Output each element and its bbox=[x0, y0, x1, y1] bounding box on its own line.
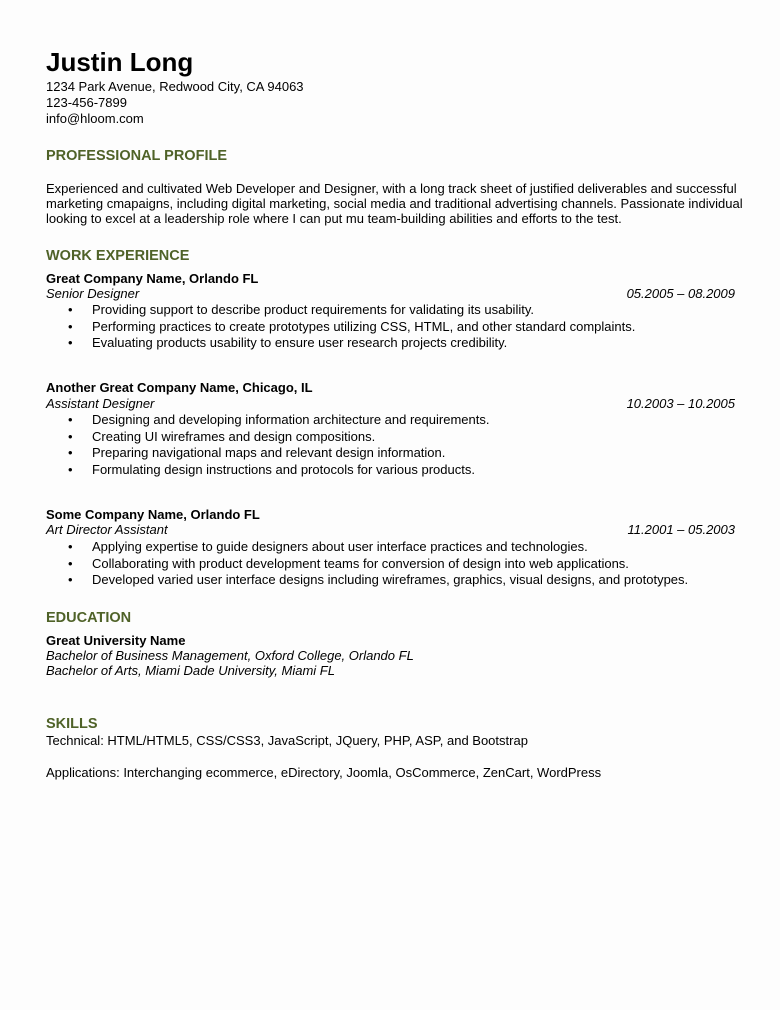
job-position: Senior Designer bbox=[46, 286, 140, 301]
list-item: • Developed varied user interface designs including wireframes, graphics, visual designs, and prototypes. bbox=[46, 572, 688, 589]
section-title-education: EDUCATION bbox=[46, 610, 132, 626]
list-item: • Performing practices to create prototypes utilizing CSS, HTML, and other standard complaints. bbox=[46, 319, 635, 336]
list-item: • Creating UI wireframes and design compositions. bbox=[46, 429, 489, 446]
list-item: • Collaborating with product development teams for conversion of design into web applications. bbox=[46, 556, 688, 573]
list-item: • Designing and developing information architecture and requirements. bbox=[46, 412, 489, 429]
job-dates: 05.2005 – 08.2009 bbox=[626, 286, 735, 301]
job-position: Assistant Designer bbox=[46, 396, 155, 411]
job-dates: 11.2001 – 05.2003 bbox=[627, 522, 735, 537]
skills-applications: Applications: Interchanging ecommerce, eDirectory, Joomla, OsCommerce, ZenCart, WordPress bbox=[46, 765, 602, 780]
job-company: Another Great Company Name, Chicago, IL bbox=[46, 380, 313, 395]
list-item: • Applying expertise to guide designers about user interface practices and technologies. bbox=[46, 539, 688, 556]
job-company: Some Company Name, Orlando FL bbox=[46, 507, 260, 522]
candidate-name: Justin Long bbox=[46, 47, 194, 77]
section-title-skills: SKILLS bbox=[46, 716, 98, 732]
phone: 123-456-7899 bbox=[46, 95, 127, 110]
job-position: Art Director Assistant bbox=[46, 522, 168, 537]
job-company: Great Company Name, Orlando FL bbox=[46, 271, 259, 286]
skills-technical: Technical: HTML/HTML5, CSS/CSS3, JavaScript, JQuery, PHP, ASP, and Bootstrap bbox=[46, 733, 528, 748]
address: 1234 Park Avenue, Redwood City, CA 94063 bbox=[46, 79, 304, 94]
job-bullets bbox=[46, 412, 489, 479]
profile-line: marketing cmapaigns, including digital marketing, social media and traditional advertising channels. Passionate individual bbox=[46, 196, 743, 211]
job-dates: 10.2003 – 10.2005 bbox=[626, 396, 735, 411]
job-bullets bbox=[46, 539, 688, 589]
degree: Bachelor of Arts, Miami Dade University, Miami FL bbox=[46, 663, 335, 678]
list-item: • Formulating design instructions and protocols for various products. bbox=[46, 462, 489, 479]
profile-line: Experienced and cultivated Web Developer and Designer, with a long track sheet of justified deliverables and successful bbox=[46, 181, 737, 196]
email: info@hloom.com bbox=[46, 111, 144, 126]
list-item: • Preparing navigational maps and relevant design information. bbox=[46, 445, 489, 462]
section-title-work: WORK EXPERIENCE bbox=[46, 248, 190, 264]
job-bullets bbox=[46, 302, 635, 352]
degree: Bachelor of Business Management, Oxford College, Orlando FL bbox=[46, 648, 414, 663]
section-title-profile: PROFESSIONAL PROFILE bbox=[46, 148, 228, 164]
profile-line: looking to excel at a leadership role where I can put mu team-building abilities and efforts to the test. bbox=[46, 211, 622, 226]
list-item: • Evaluating products usability to ensure user research projects credibility. bbox=[46, 335, 635, 352]
school-name: Great University Name bbox=[46, 633, 186, 648]
list-item: • Providing support to describe product requirements for validating its usability. bbox=[46, 302, 635, 319]
profile-paragraph bbox=[46, 181, 746, 226]
